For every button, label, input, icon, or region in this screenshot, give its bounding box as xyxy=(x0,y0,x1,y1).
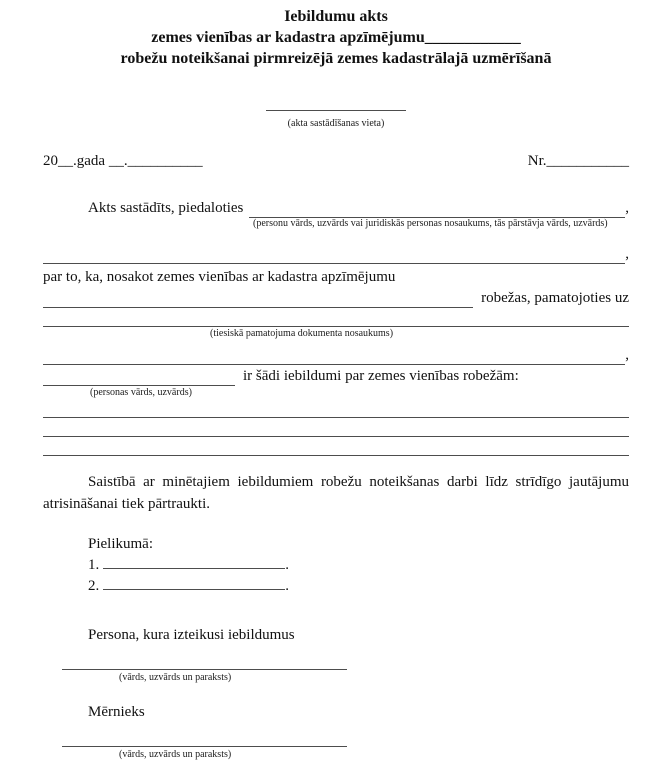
objections-writing-area xyxy=(43,399,629,456)
objector-signature-label: Persona, kura izteikusi iebildumus xyxy=(88,627,295,643)
clause-intro-text: par to, ka, nosakot zemes vienības ar kadastra apzīmējumu xyxy=(43,269,396,285)
attachment-1-number: 1. xyxy=(88,557,100,573)
legal-document-blank xyxy=(43,312,629,327)
title-line-1: Iebildumu akts xyxy=(284,8,388,25)
objections-intro-text: ir šādi iebildumi par zemes vienības robežām: xyxy=(243,368,519,384)
attachment-1-blank xyxy=(103,554,285,569)
attachments-section xyxy=(88,534,629,596)
participants-caption: (personu vārds, uzvārds vai juridiskās personas nosaukums, tās pārstāvja vārds, uzvārds) xyxy=(253,218,608,229)
attachment-1-period: . xyxy=(285,557,289,573)
objections-writing-line-1 xyxy=(43,399,629,418)
objections-writing-line-3 xyxy=(43,437,629,456)
surveyor-signature-line xyxy=(62,744,347,747)
suspension-paragraph: Saistībā ar minētajiem iebildumiem robežu noteikšanas darbi līdz strīdīgo jautājumu atrisināšanai tiek pārtraukti. xyxy=(43,474,629,512)
act-place-blank-line xyxy=(266,96,406,111)
date-field: 20__.gada __.__________ xyxy=(43,153,203,169)
participants-comma: , xyxy=(625,200,629,216)
objector-name-caption: (personas vārds, uzvārds) xyxy=(90,387,192,398)
legal-document-row xyxy=(43,311,629,327)
title-line-2 xyxy=(43,27,629,48)
boundaries-basis-text: robežas, pamatojoties uz xyxy=(481,290,629,306)
participants-continuation-blank xyxy=(43,249,625,264)
surveyor-label: Mērnieks xyxy=(88,704,145,720)
document-title xyxy=(43,6,629,69)
attachment-2-number: 2. xyxy=(88,578,100,594)
cadastre-number-blank xyxy=(43,293,473,308)
act-place-block xyxy=(43,96,629,130)
participants-continuation-comma: , xyxy=(625,246,629,262)
date-number-row xyxy=(43,151,629,171)
act-place-caption: (akta sastādīšanas vieta) xyxy=(287,118,385,129)
participants-continuation-row xyxy=(43,248,629,264)
attachment-item-2 xyxy=(88,575,629,596)
objector-signature-line xyxy=(62,667,347,670)
participants-lead-text: Akts sastādīts, piedaloties xyxy=(88,200,244,216)
attachment-2-period: . xyxy=(285,578,289,594)
legal-document-caption: (tiesiskā pamatojuma dokumenta nosaukums) xyxy=(210,328,394,339)
act-number-field: Nr.___________ xyxy=(527,153,629,169)
objector-name-blank xyxy=(43,371,235,386)
title-cadastre-blank: ____________ xyxy=(424,29,521,46)
cadastre-number-row xyxy=(43,288,629,308)
title-line-2-text: zemes vienības ar kadastra apzīmējumu xyxy=(151,29,425,46)
objector-name-row xyxy=(43,366,629,386)
attachment-2-blank xyxy=(103,575,285,590)
legal-continuation-comma: , xyxy=(625,347,629,363)
attachment-item-1 xyxy=(88,554,629,575)
title-line-3: robežu noteikšanai pirmreizējā zemes kadastrālajā uzmērīšanā xyxy=(120,50,552,67)
surveyor-signature-caption: (vārds, uzvārds un paraksts) xyxy=(119,749,232,760)
attachments-label: Pielikumā: xyxy=(88,536,153,552)
objector-signature-caption: (vārds, uzvārds un paraksts) xyxy=(119,672,232,683)
legal-continuation-blank xyxy=(43,350,625,365)
participants-blank-line xyxy=(249,203,625,218)
legal-continuation-row xyxy=(43,349,629,365)
objections-writing-line-2 xyxy=(43,418,629,437)
participants-row xyxy=(43,198,629,218)
